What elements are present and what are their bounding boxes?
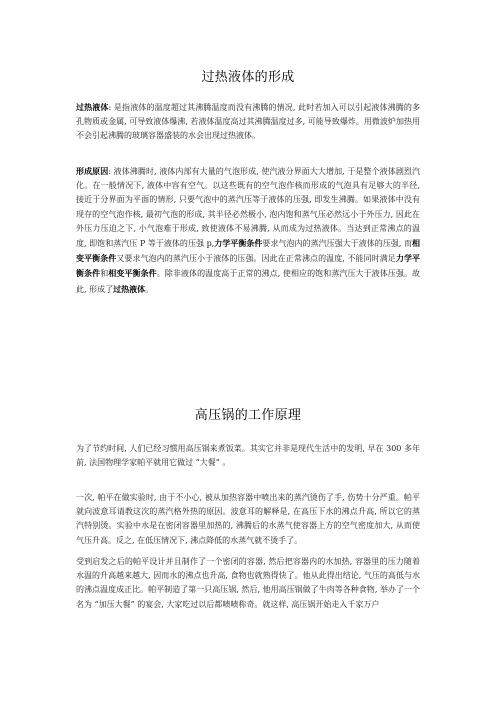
definition-text: : 是指液体的温度超过其沸腾温度而没有沸腾的情况, 此时若加入可以引起液体沸腾的多孔物质或金属, 可导致液体爆沸, 若液体温度高过其沸腾温度过多, 可能导致爆炸。用微波炉加热用不会引起沸腾的玻璃容器盛装的水会出现过热液体。 <box>76 103 420 141</box>
cause-text-b: 要求气泡内的蒸汽压强大于液体的压强, 而 <box>262 239 412 249</box>
term-phase-equilibrium-2: 相变平衡条件 <box>108 268 157 279</box>
section-title-pressure-cooker: 高压锅的工作原理 <box>194 408 302 423</box>
paragraph-invention: 受到启发之后的帕平设计并且制作了一个密闭的容器, 然后把容器内的水加热, 容器里的压力随着水温的升高越来越大, 因而水的沸点也升高, 食物也就熟得快了。他从此得出结论, 气压的高低与水的沸点温度成正比。帕平制造了第一只高压锅, 然后, 他用高压锅做了牛肉等各种食物, 举办了一个名为 “加压大餐” 的宴会, 大家吃过以后都啧啧称奇。就这样, 高压锅开始走入千家万户 <box>76 557 420 609</box>
term-superheated-liquid-2: 过热液体 <box>113 283 146 294</box>
cause-text-c: 又要求气泡内的蒸汽压小于液体的压强。因此在正常沸点的温度, 不能同时满足 <box>116 254 396 264</box>
cause-text-a: : 液体沸腾时, 液体内部有大量的气泡形成, 使汽液分界面大大增加, 于是整个液体剧烈汽化。在一般情况下, 液体中容有空气。以这些既有的空气泡作核而形成的气泡具有足够大的半径, 接近于分界面为平面的情形, 只要气泡中的蒸汽压等于液体的压强, 即发生沸腾。如果液体中没有现存的空气泡作核, 最初气泡的形成, 其半径必然极小, 泡内饱和蒸气压必然远小于外压力, 因此在外压力压迫之下, 小气泡难于形成, 致使液体不易沸腾, 从而成为过热液体。当达到正常沸点的温度, 即饱和蒸汽压 P 等于液体的压强 p, <box>76 167 420 249</box>
term-formation-cause: 形成原因 <box>76 166 109 176</box>
paragraph-definition <box>76 100 420 144</box>
paragraph-formation-cause <box>76 164 420 297</box>
paragraph-experiment: 一次, 帕平在做实验时, 由于不小心, 被从加热容器中喷出来的蒸汽烫伤了手, 伤势十分严重。帕平就向波意耳请教这次的蒸汽格外热的原因。波意耳的解释是, 在高压下水的沸点升高, 所以它的蒸汽特别烫。实验中水是在密闭容器里加热的, 沸腾后的水蒸气使容器上方的空气密度加大, 从而使气压升高。反之, 在低压情况下, 沸点降低的水蒸气就不烫手了。 <box>76 493 420 545</box>
term-phase-equilibrium: 相变平衡条件 <box>76 238 420 264</box>
cause-text-d: 和 <box>100 269 109 279</box>
term-mechanical-equilibrium-2: 力学平衡条件 <box>76 253 421 279</box>
term-superheated-liquid: 过热液体 <box>76 102 109 112</box>
cause-text-e: 。除非液体的温度高于正常的沸点, 使相应的饱和蒸汽压大于液体压强。故此, 形成了 <box>76 269 421 294</box>
section-title-superheated-liquid: 过热液体的形成 <box>201 70 295 85</box>
cause-text-f: 。 <box>145 284 154 294</box>
term-mechanical-equilibrium: 力学平衡条件 <box>214 238 263 249</box>
paragraph-history: 为了节约时间, 人们已经习惯用高压锅来煮饭菜。其实它并非是现代生活中的发明, 早在 300 多年前, 法国物理学家帕平就用它做过 “大餐” 。 <box>76 444 420 468</box>
